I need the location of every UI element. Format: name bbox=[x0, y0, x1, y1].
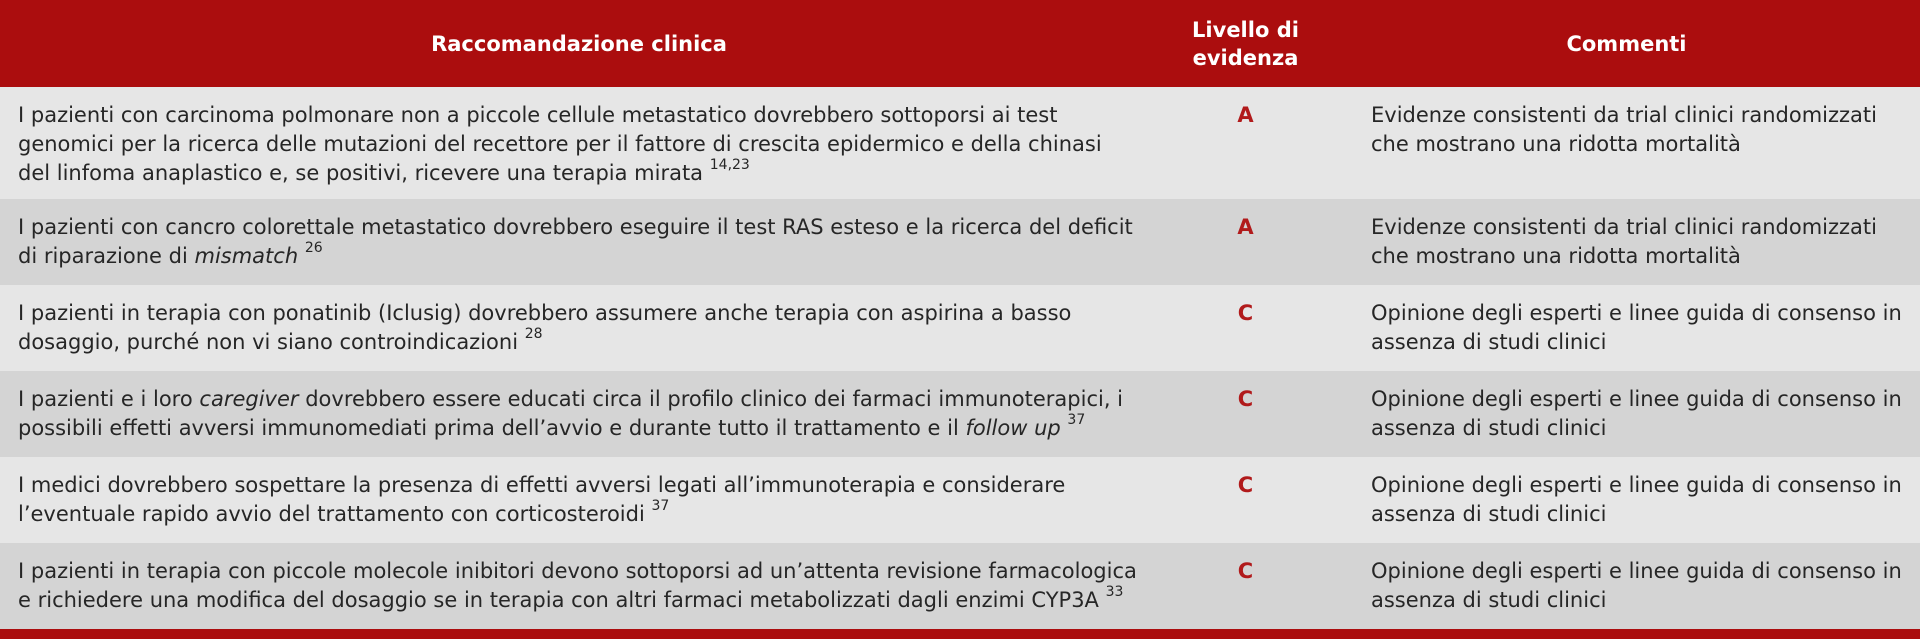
evidence-level: C bbox=[1237, 473, 1254, 497]
comment-cell: Evidenze consistenti da trial clinici randomizzati che mostrano una ridotta mortalità bbox=[1371, 215, 1877, 268]
recommendation-italic-term: caregiver bbox=[199, 387, 299, 411]
table-row bbox=[0, 371, 1920, 457]
bottom-rule bbox=[0, 629, 1920, 639]
recommendation-cell bbox=[0, 87, 1158, 199]
reference-number: 33 bbox=[1105, 584, 1124, 600]
recommendation-text: I pazienti con cancro colorettale metastatico dovrebbero eseguire il test RAS esteso e la ricerca del deficit di riparazione di bbox=[18, 215, 1133, 268]
comment-cell: Opinione degli esperti e linee guida di consenso in assenza di studi clinici bbox=[1371, 387, 1902, 440]
table-row bbox=[0, 457, 1920, 543]
comment-cell: Opinione degli esperti e linee guida di consenso in assenza di studi clinici bbox=[1371, 301, 1902, 354]
reference-number: 14,23 bbox=[709, 157, 750, 173]
comment-cell: Evidenze consistenti da trial clinici randomizzati che mostrano una ridotta mortalità bbox=[1371, 103, 1877, 156]
comment-cell: Opinione degli esperti e linee guida di consenso in assenza di studi clinici bbox=[1371, 473, 1902, 526]
reference-number: 26 bbox=[304, 240, 323, 256]
reference-number: 37 bbox=[1067, 412, 1086, 428]
evidence-level: C bbox=[1237, 559, 1254, 583]
recommendation-text: I pazienti e i loro bbox=[18, 387, 193, 411]
recommendation-text: I pazienti in terapia con piccole molecole inibitori devono sottoporsi ad un’attenta revisione farmacologica e richiedere una modifica del dosaggio se in terapia con altri farmaci metabolizzati dagli enzimi CYP3A bbox=[18, 559, 1137, 612]
evidence-level: A bbox=[1237, 103, 1254, 127]
table-row bbox=[0, 87, 1920, 199]
table-row bbox=[0, 199, 1920, 285]
comment-cell: Opinione degli esperti e linee guida di consenso in assenza di studi clinici bbox=[1371, 559, 1902, 612]
recommendation-cell bbox=[0, 543, 1158, 629]
evidence-level: A bbox=[1237, 215, 1254, 239]
table-row bbox=[0, 543, 1920, 629]
recommendation-cell bbox=[0, 371, 1158, 457]
recommendation-text: I medici dovrebbero sospettare la presenza di effetti avversi legati all’immunoterapia e considerare l’eventuale rapido avvio del trattamento con corticosteroidi bbox=[18, 473, 1066, 526]
recommendation-italic-term: mismatch bbox=[194, 244, 299, 268]
recommendation-text: I pazienti in terapia con ponatinib (Iclusig) dovrebbero assumere anche terapia con aspirina a basso dosaggio, purché non vi siano controindicazioni bbox=[18, 301, 1072, 354]
reference-number: 28 bbox=[524, 326, 543, 342]
header-row bbox=[0, 0, 1920, 87]
evidence-level: C bbox=[1237, 387, 1254, 411]
header-recommendation: Raccomandazione clinica bbox=[431, 31, 727, 56]
header-level: Livello di evidenza bbox=[1192, 17, 1299, 70]
reference-number: 37 bbox=[651, 498, 670, 514]
table-row bbox=[0, 285, 1920, 371]
recommendation-text: I pazienti con carcinoma polmonare non a piccole cellule metastatico dovrebbero sottoporsi ai test genomici per la ricerca delle mutazioni del recettore per il fattore di crescita epidermico e della chinasi del linfoma anaplastico e, se positivi, ricevere una terapia mirata bbox=[18, 103, 1102, 185]
recommendation-text-continued: dovrebbero essere educati circa il profilo clinico dei farmaci immunoterapici, i possibili effetti avversi immunomediati prima dell’avvio e durante tutto il trattamento e il bbox=[18, 387, 1124, 440]
recommendation-cell bbox=[0, 285, 1158, 371]
evidence-level: C bbox=[1237, 301, 1254, 325]
header-comments: Commenti bbox=[1566, 31, 1687, 56]
recommendation-cell bbox=[0, 199, 1158, 285]
recommendation-italic-term-2: follow up bbox=[965, 416, 1061, 440]
table-header bbox=[0, 0, 1920, 87]
recommendation-cell bbox=[0, 457, 1158, 543]
